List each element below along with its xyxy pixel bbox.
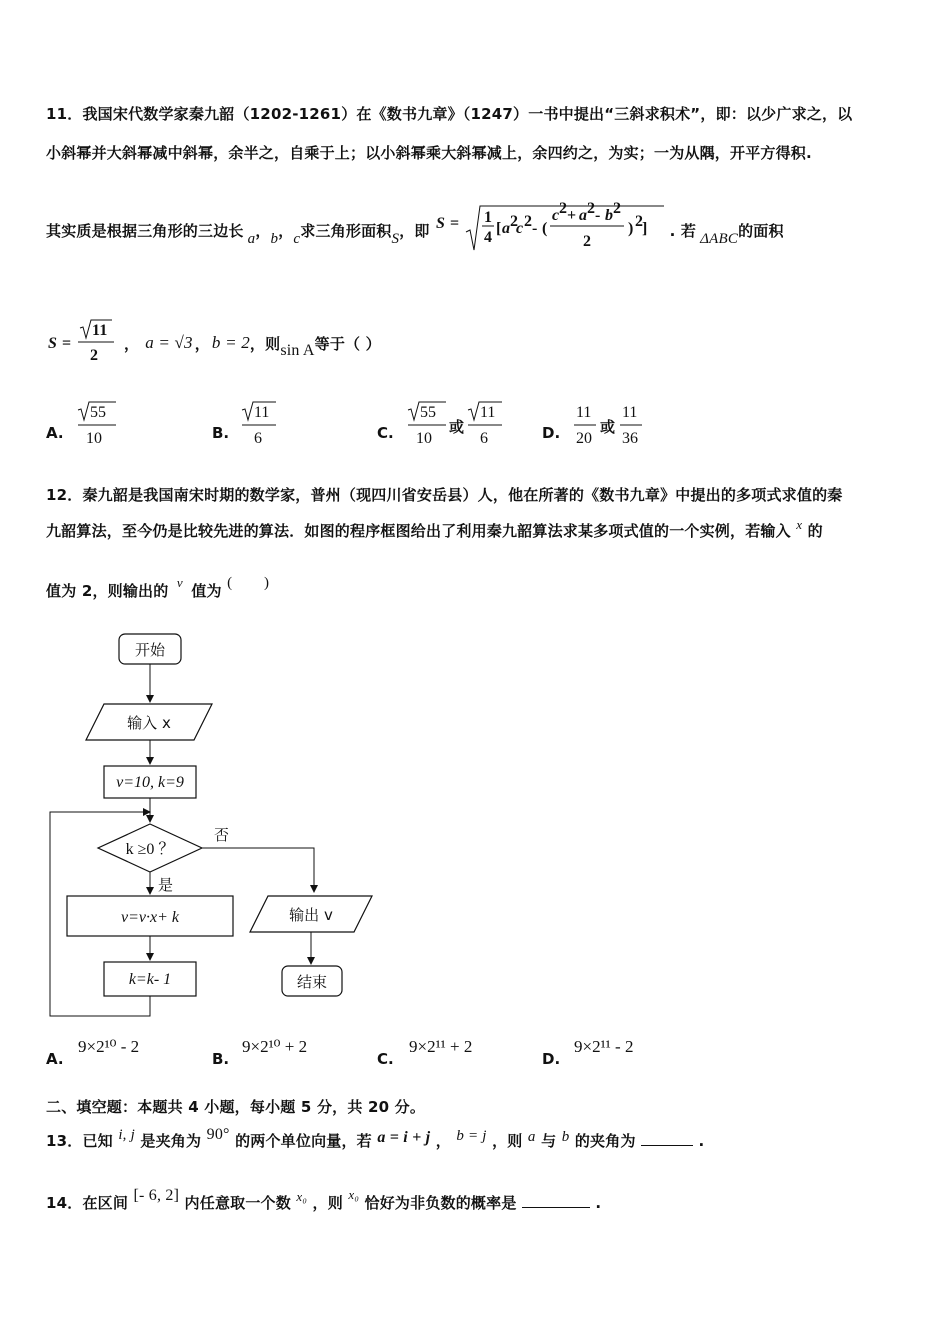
svg-text:=: = bbox=[62, 335, 72, 352]
q13-answer-blank[interactable] bbox=[641, 1145, 693, 1146]
svg-text:]: ] bbox=[641, 220, 648, 237]
q12-line1: 12．秦九韶是我国南宋时期的数学家，普州（现四川省安岳县）人，他在所著的《数书九章》中提出的多项式求值的秦 bbox=[46, 486, 843, 504]
q13-text-f: 的夹角为 bbox=[574, 1132, 636, 1150]
fc-decision-label: k ≥0 ？ bbox=[125, 841, 175, 858]
q13-var-a: a bbox=[527, 1129, 536, 1145]
svg-text:a: a bbox=[501, 220, 510, 237]
svg-text:-: - bbox=[594, 207, 601, 224]
q11-option-a-value[interactable] bbox=[76, 400, 118, 455]
fc-no-label: 否 bbox=[214, 826, 230, 844]
svg-text:+: + bbox=[566, 207, 576, 224]
q14-text-b: 内任意取一个数 bbox=[184, 1194, 291, 1212]
q11-line4: S = 11 2 ， a = √3 ， b = 2 ，则 sin A 等于（ ） bbox=[46, 318, 381, 368]
q13-eq-b: b = j bbox=[456, 1128, 487, 1144]
q12-line2-end: 的 bbox=[807, 522, 823, 540]
svg-text:2: 2 bbox=[634, 213, 643, 230]
q11-option-b-value[interactable] bbox=[240, 400, 280, 455]
svg-text:6: 6 bbox=[254, 430, 262, 447]
q14-answer-blank[interactable] bbox=[522, 1207, 590, 1208]
q12-line3-text-b: 值为 bbox=[191, 582, 222, 600]
q12-option-c-value[interactable]: 9×2¹¹ + 2 bbox=[409, 1037, 473, 1056]
svg-text:20: 20 bbox=[576, 430, 592, 447]
q11-line3: 其实质是根据三角形的三边长 a ， b ， c 求三角形面积 S ，即 S = 1 4 [ a 2 c 2 - ( c 2 + a 2 - b 2 2 ) 2 ] . 若 ΔABC 的面积 bbox=[46, 200, 784, 260]
q12-option-a-letter[interactable]: A. bbox=[46, 1050, 64, 1068]
q14-var-x0-2: x₀ bbox=[348, 1187, 360, 1202]
svg-text:11: 11 bbox=[480, 404, 496, 421]
flowchart bbox=[46, 626, 386, 1026]
svg-text:2: 2 bbox=[523, 213, 532, 230]
svg-text:=: = bbox=[449, 215, 459, 232]
given-area bbox=[46, 318, 118, 368]
svg-text:10: 10 bbox=[86, 430, 102, 447]
q12-option-d-letter[interactable]: D. bbox=[542, 1050, 561, 1068]
q12-option-b-letter[interactable]: B. bbox=[212, 1050, 230, 1068]
svg-text:4: 4 bbox=[483, 229, 492, 246]
q11-option-d-letter[interactable]: D. bbox=[542, 424, 561, 442]
section2-heading: 二、填空题：本题共 4 小题，每小题 5 分，共 20 分。 bbox=[46, 1098, 426, 1116]
svg-text:c: c bbox=[551, 207, 559, 224]
q13-line bbox=[46, 1126, 705, 1151]
q11-line1: 11．我国宋代数学家秦九韶（1202-1261）在《数书九章》（1247）一书中提出“三斜求积术”，即：以少广求之，以 bbox=[46, 105, 853, 123]
q13-var-b: b bbox=[561, 1129, 570, 1145]
q11-option-c-letter[interactable]: C. bbox=[377, 424, 394, 442]
q11-line3-text-d: . 若 bbox=[669, 221, 697, 240]
q13-text-b: 是夹角为 bbox=[140, 1132, 202, 1150]
svg-text:2: 2 bbox=[509, 213, 518, 230]
q13-angle: 90° bbox=[206, 1126, 230, 1143]
svg-text:10: 10 bbox=[416, 430, 432, 447]
q13-vars-ij: i, j bbox=[118, 1127, 135, 1143]
q12-option-d-value[interactable]: 9×2¹¹ - 2 bbox=[574, 1037, 634, 1056]
svg-text:11: 11 bbox=[622, 404, 638, 421]
svg-text:2: 2 bbox=[558, 200, 567, 217]
q11-line2: 小斜幂并大斜幂减中斜幂，余半之，自乘于上；以小斜幂乘大斜幂减上，余四约之，为实；一为从隅，开平方得积. bbox=[46, 144, 812, 162]
q11-line3-text-c: ，即 bbox=[399, 221, 430, 240]
svg-text:2: 2 bbox=[582, 233, 591, 250]
fc-yes-label: 是 bbox=[158, 876, 174, 894]
fc-end-label: 结束 bbox=[296, 973, 328, 991]
var-a: a bbox=[247, 230, 256, 247]
q14-interval: [- 6, 2] bbox=[133, 1187, 180, 1204]
svg-text:55: 55 bbox=[420, 404, 436, 421]
q13-text-d: ，则 bbox=[492, 1132, 523, 1150]
var-v: v bbox=[176, 575, 183, 590]
given-a: a = √3 bbox=[145, 333, 193, 352]
svg-text:11: 11 bbox=[576, 404, 592, 421]
svg-text:6: 6 bbox=[480, 430, 488, 447]
q13-text-e: 与 bbox=[541, 1132, 557, 1150]
svg-text:S: S bbox=[48, 335, 58, 352]
svg-text:b: b bbox=[604, 207, 613, 224]
svg-text:1: 1 bbox=[483, 209, 492, 226]
fc-init-label: v=10, k=9 bbox=[116, 774, 184, 791]
svg-text:S: S bbox=[435, 215, 445, 232]
q11-option-c-value[interactable] bbox=[406, 400, 506, 455]
q14-text-c: ，则 bbox=[312, 1194, 343, 1212]
triangle-abc: ΔABC bbox=[700, 230, 739, 247]
svg-text:): ) bbox=[627, 220, 634, 237]
var-c: c bbox=[293, 230, 301, 247]
q11-option-b-letter[interactable]: B. bbox=[212, 424, 230, 442]
svg-text:或: 或 bbox=[449, 418, 465, 436]
svg-text:11: 11 bbox=[254, 404, 270, 421]
svg-text:2: 2 bbox=[586, 200, 595, 217]
var-b: b bbox=[270, 230, 279, 247]
fc-update-v-label: v=v·x+ k bbox=[121, 909, 179, 926]
given-b: b = 2 bbox=[211, 333, 250, 352]
q11-line4-end: 等于（ ） bbox=[314, 334, 381, 353]
svg-text:a: a bbox=[578, 207, 587, 224]
q13-eq-a: a = i + j bbox=[377, 1129, 431, 1146]
q12-line2 bbox=[46, 517, 823, 541]
q14-text-a: 14．在区间 bbox=[46, 1194, 129, 1212]
q12-option-b-value[interactable]: 9×2¹⁰ + 2 bbox=[242, 1037, 308, 1056]
q11-line3-text-b: 求三角形面积 bbox=[300, 221, 392, 240]
svg-text:36: 36 bbox=[622, 430, 638, 447]
q13-comma: ， bbox=[435, 1132, 451, 1150]
svg-text:11: 11 bbox=[92, 322, 108, 339]
area-formula bbox=[432, 200, 670, 260]
svg-text:55: 55 bbox=[90, 404, 106, 421]
q12-option-c-letter[interactable]: C. bbox=[377, 1050, 394, 1068]
q11-option-d-value[interactable] bbox=[572, 400, 646, 455]
q11-line3-text-e: 的面积 bbox=[738, 221, 784, 240]
q14-end: . bbox=[595, 1194, 602, 1212]
q14-line bbox=[46, 1187, 602, 1213]
svg-text:-: - bbox=[531, 220, 538, 237]
svg-text:c: c bbox=[515, 220, 523, 237]
svg-text:2: 2 bbox=[90, 347, 99, 364]
svg-text:[: [ bbox=[495, 220, 502, 237]
svg-text:或: 或 bbox=[600, 418, 616, 436]
var-x: x bbox=[796, 517, 803, 532]
q11-line3-text-a: 其实质是根据三角形的三边长 bbox=[46, 221, 244, 240]
svg-text:(: ( bbox=[541, 220, 548, 237]
q13-text-a: 13．已知 bbox=[46, 1132, 113, 1150]
q13-text-c: 的两个单位向量，若 bbox=[235, 1132, 372, 1150]
fc-input-label: 输入 x bbox=[127, 714, 171, 732]
q13-end: . bbox=[698, 1132, 705, 1150]
fc-update-k-label: k=k- 1 bbox=[128, 971, 172, 988]
q12-line3-text: 值为 2，则输出的 bbox=[46, 582, 169, 600]
answer-paren: ( ) bbox=[227, 575, 270, 591]
q11-line4-then: ，则 bbox=[249, 334, 281, 353]
sin-a: sin A bbox=[280, 342, 315, 359]
q12-option-a-value[interactable]: 9×2¹⁰ - 2 bbox=[78, 1037, 140, 1056]
var-S: S bbox=[391, 230, 400, 247]
q14-text-d: 恰好为非负数的概率是 bbox=[364, 1194, 517, 1212]
fc-start-label: 开始 bbox=[134, 641, 166, 659]
q14-var-x0: x₀ bbox=[296, 1189, 308, 1204]
svg-text:2: 2 bbox=[612, 200, 621, 217]
q12-line2-text: 九韶算法，至今仍是比较先进的算法．如图的程序框图给出了利用秦九韶算法求某多项式值的一个实例，若输入 bbox=[46, 522, 791, 540]
q11-option-a-letter[interactable]: A. bbox=[46, 424, 64, 442]
fc-output-label: 输出 v bbox=[289, 906, 333, 924]
q12-line3 bbox=[46, 575, 270, 601]
